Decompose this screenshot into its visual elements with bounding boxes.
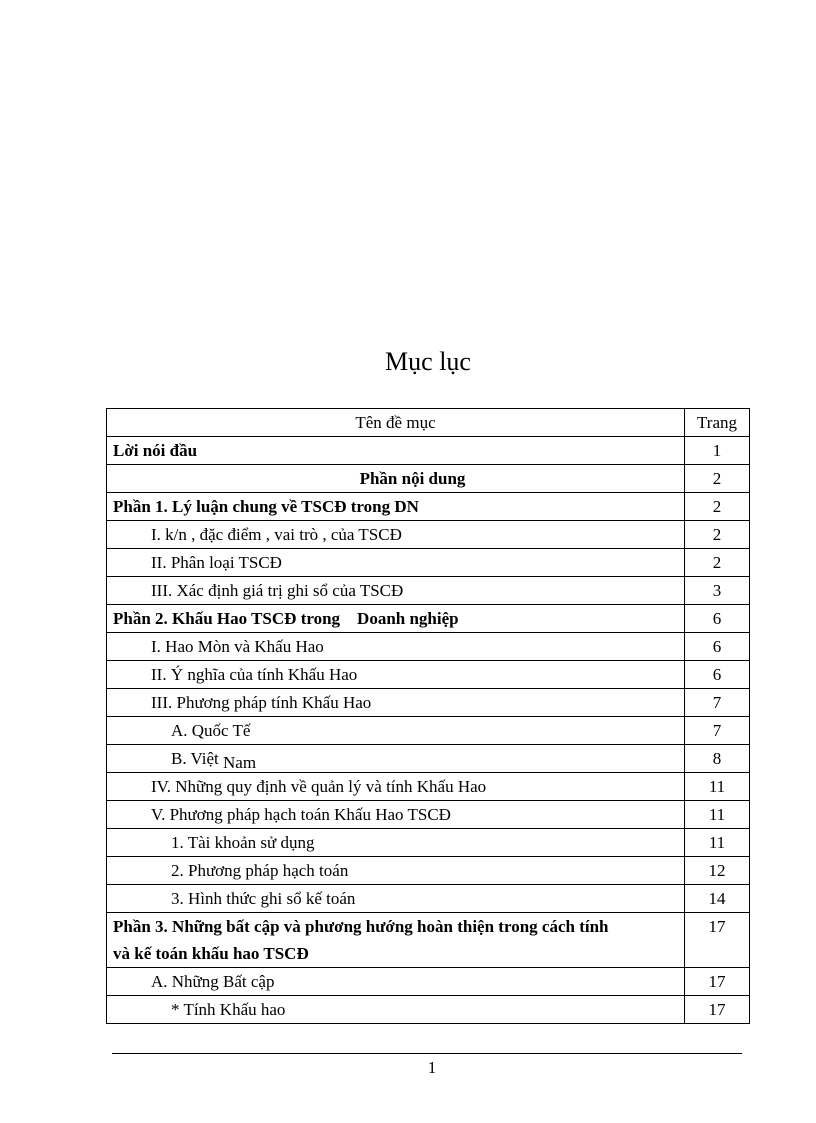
table-row [107, 661, 750, 689]
toc-entry: Phần 2. Khấu Hao TSCĐ trong Doanh nghiệp [107, 605, 685, 633]
toc-page: 3 [685, 577, 750, 605]
toc-entry: II. Phân loại TSCĐ [107, 549, 685, 577]
table-row [107, 465, 750, 493]
table-row [107, 857, 750, 885]
toc-page: 11 [685, 829, 750, 857]
table-row [107, 773, 750, 801]
toc-page: 17 [685, 913, 750, 968]
table-row [107, 577, 750, 605]
toc-page: 7 [685, 689, 750, 717]
toc-page: 17 [685, 996, 750, 1024]
table-header-row [107, 409, 750, 437]
toc-entry: Phần 1. Lý luận chung về TSCĐ trong DN [107, 493, 685, 521]
column-header-page: Trang [685, 409, 750, 437]
toc-entry: A. Quốc Tế [107, 717, 685, 745]
toc-entry: A. Những Bất cập [107, 968, 685, 996]
toc-entry: 1. Tài khoản sử dụng [107, 829, 685, 857]
table-row [107, 968, 750, 996]
toc-page: 6 [685, 661, 750, 689]
toc-page: 2 [685, 465, 750, 493]
toc-entry: Phần nội dung [107, 465, 685, 493]
page-title: Mục lục [385, 347, 471, 376]
table-of-contents [106, 408, 750, 1024]
toc-entry: V. Phương pháp hạch toán Khấu Hao TSCĐ [107, 801, 685, 829]
toc-page: 6 [685, 633, 750, 661]
toc-entry: I. k/n , đặc điểm , vai trò , của TSCĐ [107, 521, 685, 549]
table-row [107, 829, 750, 857]
toc-page: 2 [685, 549, 750, 577]
table-row [107, 801, 750, 829]
toc-page: 11 [685, 773, 750, 801]
toc-page: 6 [685, 605, 750, 633]
table-row [107, 493, 750, 521]
toc-entry-line-2: và kế toán khấu hao TSCĐ [113, 944, 309, 963]
page-number: 1 [427, 1058, 437, 1077]
footer-divider [112, 1053, 742, 1054]
toc-entry: Lời nói đầu [107, 437, 685, 465]
toc-page: 1 [685, 437, 750, 465]
toc-entry: III. Phương pháp tính Khấu Hao [107, 689, 685, 717]
toc-page: 11 [685, 801, 750, 829]
toc-entry-line-1: Phần 3. Những bất cập và phương hướng hoàn thiện trong cách tính [113, 917, 609, 936]
toc-page: 2 [685, 493, 750, 521]
toc-entry: III. Xác định giá trị ghi sổ của TSCĐ [107, 577, 685, 605]
table-row [107, 885, 750, 913]
table-row [107, 633, 750, 661]
table-row [107, 717, 750, 745]
toc-entry: 3. Hình thức ghi sổ kế toán [107, 885, 685, 913]
toc-entry-part-a: B. Việt [171, 749, 219, 768]
toc-entry: II. Ý nghĩa của tính Khấu Hao [107, 661, 685, 689]
toc-entry: 2. Phương pháp hạch toán [107, 857, 685, 885]
table-row [107, 996, 750, 1024]
table-row [107, 549, 750, 577]
toc-entry [107, 913, 685, 968]
toc-entry: I. Hao Mòn và Khấu Hao [107, 633, 685, 661]
toc-page: 17 [685, 968, 750, 996]
table-row [107, 689, 750, 717]
toc-page: 2 [685, 521, 750, 549]
table-row [107, 745, 750, 773]
column-header-name: Tên đề mục [107, 409, 685, 437]
toc-entry-part-b: Nam [223, 753, 257, 772]
toc-entry: * Tính Khấu hao [107, 996, 685, 1024]
toc-page: 14 [685, 885, 750, 913]
toc-page: 7 [685, 717, 750, 745]
table-row [107, 437, 750, 465]
table-row [107, 521, 750, 549]
table-row [107, 605, 750, 633]
toc-page: 8 [685, 745, 750, 773]
toc-entry: IV. Những quy định về quản lý và tính Khấu Hao [107, 773, 685, 801]
toc-entry [107, 745, 685, 773]
toc-page: 12 [685, 857, 750, 885]
table-row [107, 913, 750, 968]
